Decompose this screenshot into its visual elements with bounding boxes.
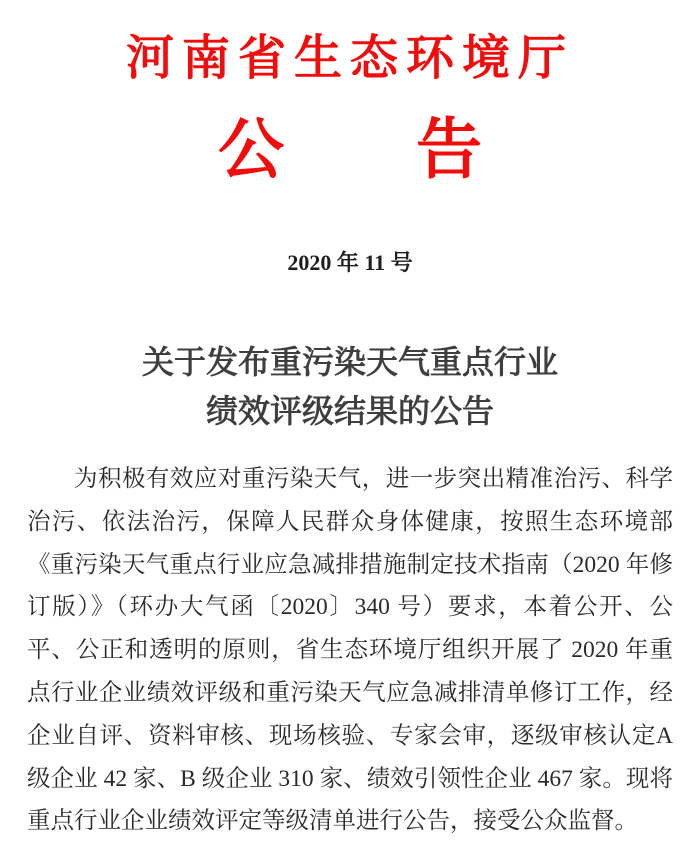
document-title-line1: 关于发布重污染天气重点行业 [141, 344, 558, 380]
document-number: 2020 年 11 号 [287, 250, 413, 275]
document-title-line2: 绩效评级结果的公告 [205, 393, 494, 429]
organization-name: 河南省生态环境厅 [125, 32, 574, 85]
document-title [27, 338, 673, 436]
announcement-heading: 公 告 [218, 112, 482, 186]
body-paragraph: 为积极有效应对重污染天气，进一步突出精准治污、科学治污、依法治污，保障人民群众身体健康，按照生态环境部《重污染天气重点行业应急减排措施制定技术指南（2020 年修订版）》（环办大气函〔2020〕340 号）要求，本着公开、公平、公正和透明的原则，省生态环境厅组织开展了 2020 年重点行业企业绩效评级和重污染天气应急减排清单修订工作，经企业自评、资料审核、现场核验、专家会审，逐级审核认定A 级企业 42 家、B 级企业 310 家、绩效引领性企业 467 家。现将重点行业企业绩效评定等级清单进行公告，接受公众监督。 [27, 466, 673, 835]
